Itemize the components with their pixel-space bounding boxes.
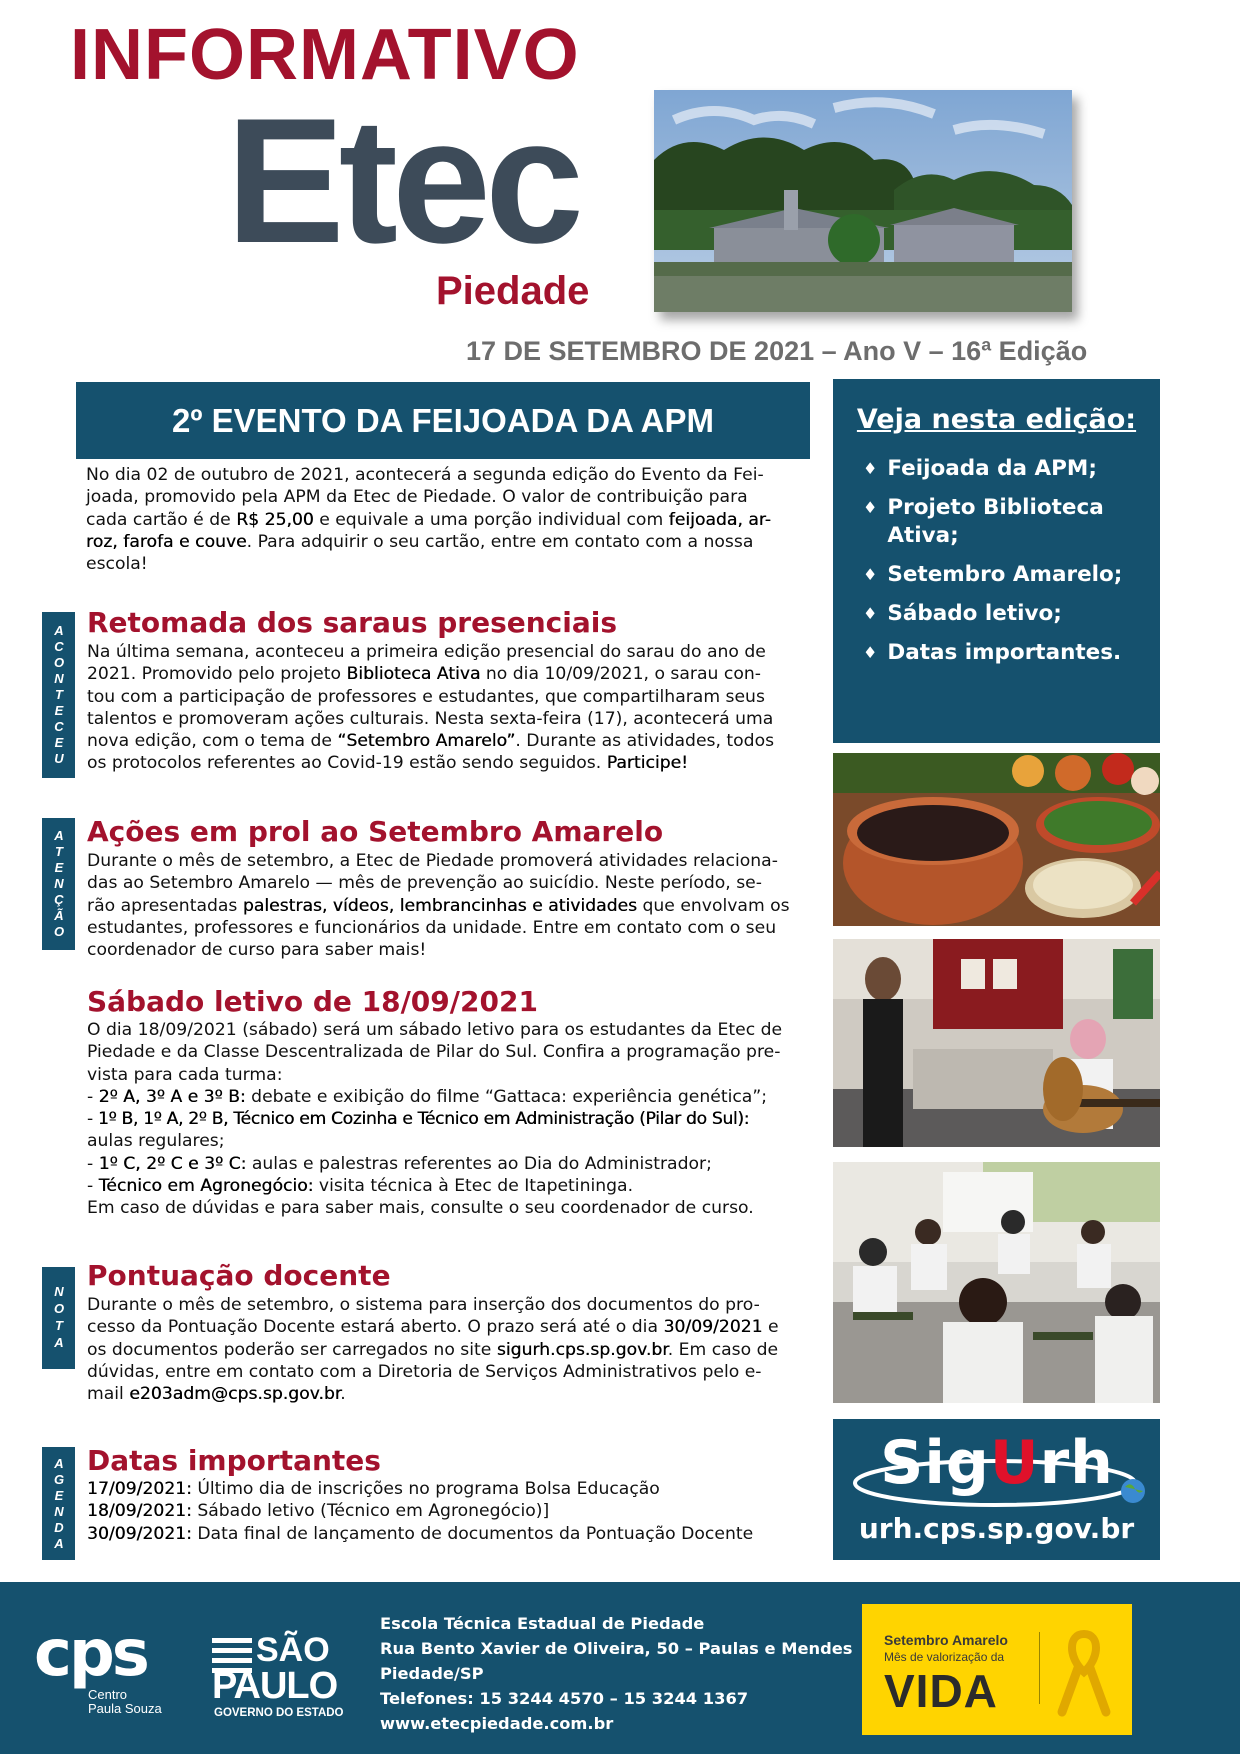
school-phones: Telefones: 15 3244 4570 – 15 3244 1367 — [380, 1689, 749, 1708]
diamond-bullet-icon: ♦ — [863, 565, 878, 584]
section-title-pontuacao: Pontuação docente — [87, 1259, 391, 1292]
feature-line: roz, farofa e couve. Para adquirir o seu cartão, entre em contato com a nossa — [86, 531, 754, 552]
etec-logo: Etec — [226, 81, 578, 280]
toc-item[interactable]: ♦ Setembro Amarelo; — [863, 562, 1123, 587]
date-item: 17/09/2021: Último dia de inscrições no programa Bolsa Educação — [87, 1479, 660, 1499]
feature-line: joada, promovido pela APM da Etec de Piedade. O valor de contribuição para — [86, 487, 748, 508]
feature-line: No dia 02 de outubro de 2021, acontecerá a segunda edição do Evento da Fei- — [86, 465, 764, 485]
edition-date-line: 17 DE SETEMBRO DE 2021 – Ano V – 16ª Edição — [466, 336, 1088, 366]
diamond-bullet-icon: ♦ — [863, 604, 878, 623]
piedade-logo: Piedade — [436, 269, 590, 313]
section-title-setembro: Ações em prol ao Setembro Amarelo — [87, 815, 664, 848]
toc-item[interactable]: ♦ Sábado letivo; — [863, 601, 1062, 626]
school-city: Piedade/SP — [380, 1664, 484, 1683]
diamond-bullet-icon: ♦ — [863, 643, 878, 662]
yellow-ribbon-icon — [1054, 1628, 1114, 1718]
feature-banner-title: 2º EVENTO DA FEIJOADA DA APM — [76, 382, 810, 459]
cps-logo: cps Centro Paula Souza — [34, 1617, 162, 1716]
toc-item[interactable]: ♦ Feijoada da APM; — [863, 456, 1097, 481]
feature-body — [86, 464, 804, 575]
sigurh-logo: SigUrh — [880, 1428, 1114, 1498]
email-link[interactable]: e203adm@cps.sp.gov.br — [129, 1384, 341, 1405]
feature-line: cada cartão é de R$ 25,00 e equivale a uma porção individual com feijoada, ar- — [86, 509, 771, 530]
classroom-photo — [833, 1162, 1160, 1403]
school-painting-image — [654, 90, 1072, 312]
table-of-contents — [833, 379, 1160, 743]
diamond-bullet-icon: ♦ — [863, 459, 878, 478]
sao-paulo-government-logo: SÃO PAULO GOVERNO DO ESTADO — [212, 1631, 344, 1719]
side-tab-atencao: ATENÇÃO — [42, 818, 75, 950]
feature-line: escola! — [86, 554, 148, 575]
side-tab-aconteceu: ACONTECEU — [42, 612, 75, 778]
section-body-saraus: Na última semana, aconteceu a primeira edição presencial do sarau do ano de 2021. Promovido pelo projeto Biblioteca Ativa no dia 10/09/2021, o sarau con- tou com a participação de professores e estudantes, que compartilharam seus talentos e promoveram ações culturais. Nesta sexta-feira (17), acontecerá uma nova edição, com o tema de “Setembro Amarelo”. Durante as atividades, todos os protocolos referentes ao Covid-19 estão sendo seguidos. Participe! — [87, 642, 775, 774]
sigurh-banner[interactable] — [833, 1419, 1160, 1560]
school-contact-info — [380, 1611, 852, 1736]
globe-icon — [1119, 1477, 1147, 1505]
price: R$ 25,00 — [236, 509, 314, 530]
section-title-datas: Datas importantes — [87, 1444, 381, 1477]
section-body-sabado: O dia 18/09/2021 (sábado) será um sábado letivo para os estudantes da Etec de Piedade e da Classe Descentralizada de Pilar do Sul. Confira a programação pre- vista para cada turma: - 2º A, 3º A e 3º B: debate e exibição do filme “Gattaca: experiência genética”; - 1º B, 1º A, 2º B, Técnico em Cozinha e Técnico em Administração (Pilar do Sul): aulas regulares; - 1º C, 2º C e 3º C: aulas e palestras referentes ao Dia do Administrador; - Técnico em Agronegócio: visita técnica à Etec de Itapetininga. Em caso de dúvidas e para saber mais, consulte o seu coordenador de curso. — [87, 1020, 783, 1219]
masthead-title: INFORMATIVO — [70, 15, 580, 95]
dates-list — [87, 1478, 805, 1545]
section-title-saraus: Retomada dos saraus presenciais — [87, 606, 618, 639]
diamond-bullet-icon: ♦ — [863, 498, 878, 517]
side-tab-nota: NOTA — [42, 1267, 75, 1369]
toc-title: Veja nesta edição: — [856, 404, 1137, 435]
section-title-sabado: Sábado letivo de 18/09/2021 — [87, 985, 538, 1018]
section-body-pontuacao: Durante o mês de setembro, o sistema para inserção dos documentos do pro- cesso da Pontuação Docente estará aberto. O prazo será até o dia 30/09/2021 e os documentos poderão ser carregados no site sigurh.cps.sp.gov.br. Em caso de dúvidas, entre em contato com a Diretoria de Serviços Administrativos pelo e- mail e203adm@cps.sp.gov.br. — [87, 1295, 779, 1405]
sigurh-url: urh.cps.sp.gov.br — [858, 1512, 1135, 1545]
setembro-amarelo-badge: Setembro Amarelo Mês de valorização da VIDA — [862, 1604, 1132, 1735]
sarau-photo — [833, 939, 1160, 1147]
date-item: 18/09/2021: Sábado letivo (Técnico em Agronegócio)] — [87, 1501, 550, 1522]
section-body-setembro: Durante o mês de setembro, a Etec de Piedade promoverá atividades relaciona- das ao Setembro Amarelo — mês de prevenção ao suicídio. Neste período, se- rão apresentadas palestras, vídeos, lembrancinhas e atividades que envolvam os estudantes, professores e funcionários da unidade. Entre em contato com o seu coordenador de curso para saber mais! — [87, 851, 790, 961]
toc-item[interactable]: ♦ Datas importantes. — [863, 640, 1122, 665]
feijoada-photo — [833, 753, 1160, 926]
side-tab-agenda: AGENDA — [42, 1447, 75, 1560]
school-website-link[interactable]: www.etecpiedade.com.br — [380, 1714, 614, 1733]
school-address: Rua Bento Xavier de Oliveira, 50 – Paulas e Mendes — [380, 1639, 853, 1658]
sigurh-site-link[interactable]: sigurh.cps.sp.gov.br — [496, 1339, 668, 1360]
school-name: Escola Técnica Estadual de Piedade — [380, 1614, 705, 1633]
toc-item[interactable]: ♦ Projeto Biblioteca Ativa; — [863, 495, 1104, 548]
date-item: 30/09/2021: Data final de lançamento de documentos da Pontuação Docente — [87, 1523, 754, 1544]
